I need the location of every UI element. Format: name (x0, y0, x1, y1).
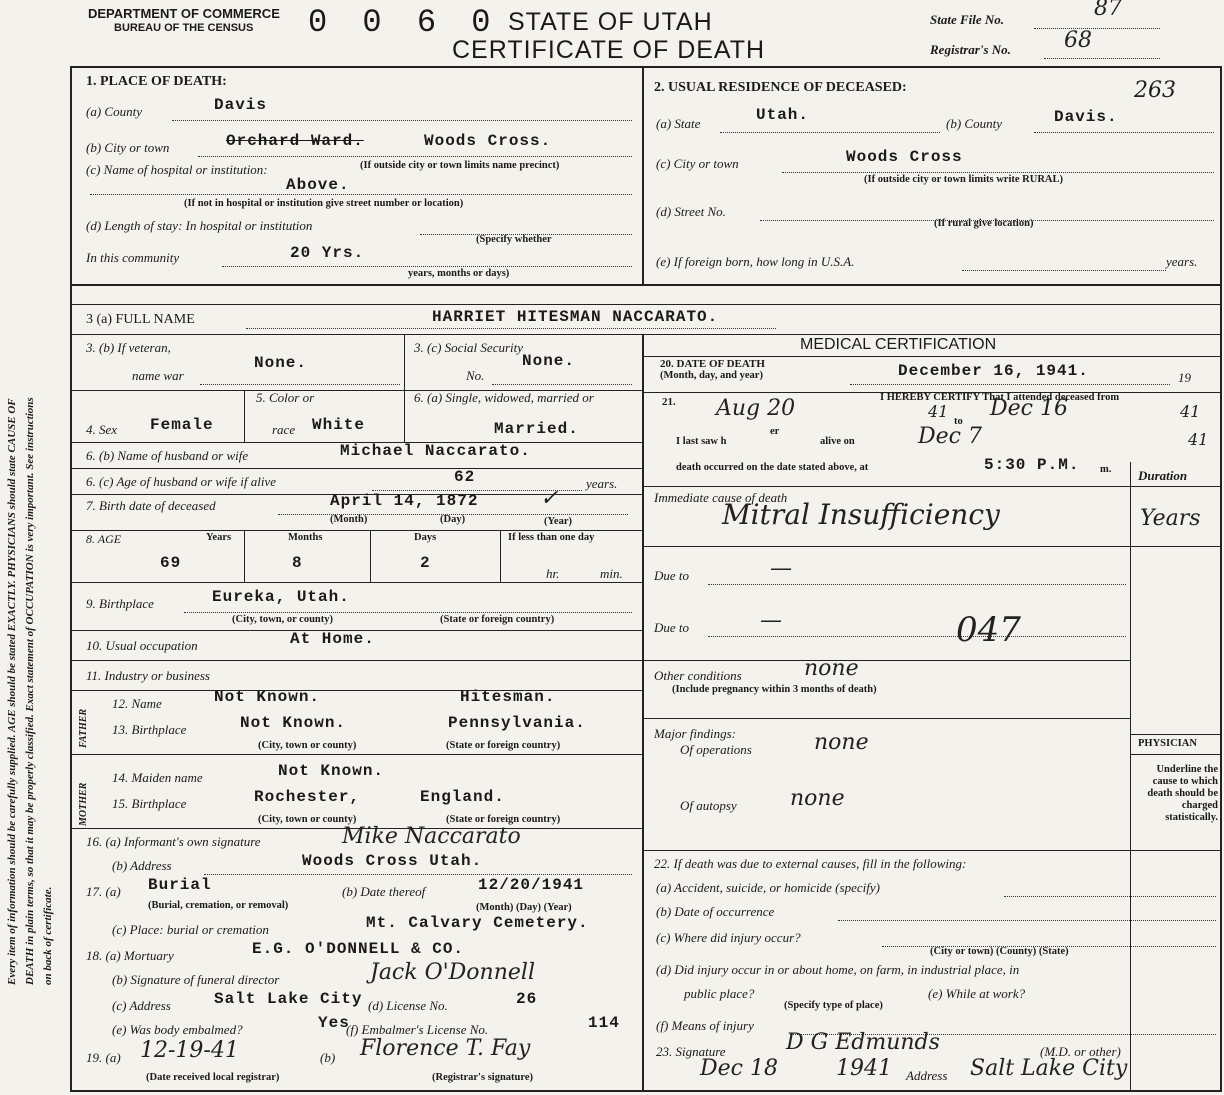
major-findings-label: Major findings: (654, 726, 736, 741)
mortuary-label: 18. (a) Mortuary (86, 948, 174, 963)
mother-city-note: (City, town or county) (258, 814, 357, 825)
registrar-signature-value: Florence T. Fay (360, 1036, 531, 1061)
county-label: (a) County (86, 104, 142, 119)
occurred-label: death occurred on the date stated above, at (676, 462, 869, 473)
serial-number: 0 0 6 0 (308, 4, 499, 41)
burial-date-label: (b) Date thereof (342, 884, 426, 899)
external-b: (b) Date of occurrence (656, 904, 775, 919)
marital-value: Married. (494, 420, 579, 438)
less-than-day-header: If less than one day (508, 532, 595, 543)
years-label: years. (1166, 254, 1198, 269)
residence-number: 263 (1134, 78, 1176, 103)
external-c: (c) Where did injury occur? (656, 930, 801, 945)
father-side-label: FATHER (78, 708, 89, 748)
to-label: to (954, 416, 963, 427)
res-city-note: (If outside city or town limits write RURAL) (864, 174, 1063, 185)
hospital-note: (If not in hospital or institution give street number or location) (184, 198, 464, 209)
immediate-cause-value: Mitral Insufficiency (722, 498, 1000, 531)
hr-label: hr. (546, 566, 560, 581)
external-d: (d) Did injury occur in or about home, on farm, in industrial place, in (656, 962, 1020, 977)
registrar-date-note: (Date received local registrar) (146, 1072, 280, 1083)
physician-signature: D G Edmunds (786, 1030, 940, 1055)
external-f: (f) Means of injury (656, 1018, 754, 1033)
occupation-label: 10. Usual occupation (86, 638, 198, 653)
year-note: (Year) (544, 516, 572, 527)
res-city-label: (c) City or town (656, 156, 739, 171)
attended-to-year: 41 (1180, 402, 1201, 421)
years-unit: years. (586, 476, 618, 491)
ss-label: 3. (c) Social Security (414, 340, 524, 355)
month-note: (Month) (330, 514, 368, 525)
war-label: name war (132, 368, 184, 383)
medical-title: MEDICAL CERTIFICATION (800, 336, 997, 353)
alive-label: alive on (820, 436, 855, 447)
burial-place-label: (c) Place: burial or cremation (112, 922, 269, 937)
years-header: Years (206, 532, 232, 543)
saw-label: I last saw h (676, 436, 727, 447)
husband-value: Michael Naccarato. (340, 442, 531, 460)
ss-value: None. (522, 352, 576, 370)
informant-address-label: (b) Address (112, 858, 172, 873)
mdy-note: (Month) (Day) (Year) (476, 902, 572, 913)
min-label: min. (600, 566, 623, 581)
ymd-note: years, months or days) (408, 268, 510, 279)
full-name-label: 3 (a) FULL NAME (86, 312, 195, 327)
dod-label: 20. DATE OF DEATH (660, 358, 765, 370)
state-country-note: (State or foreign country) (440, 614, 555, 625)
mother-state-note: (State or foreign country) (446, 814, 561, 825)
physician-label: PHYSICIAN (1138, 738, 1197, 749)
husband-label: 6. (b) Name of husband or wife (86, 448, 249, 463)
husband-age-label: 6. (c) Age of husband or wife if alive (86, 474, 277, 489)
res-county-label: (b) County (946, 116, 1002, 131)
margin-instruction-1: Every item of information should be carefully supplied. AGE should be stated EXACTLY. PHYSICIANS should state CAUSE OF (6, 398, 18, 985)
embalmer-license-label: (f) Embalmer's License No. (346, 1022, 489, 1037)
other-conditions-note: (Include pregnancy within 3 months of death) (672, 684, 877, 695)
due-to-2-value: — (760, 608, 782, 633)
res-state-value: Utah. (756, 106, 810, 124)
age-label: 8. AGE (86, 532, 122, 546)
other-conditions-value: none (804, 656, 859, 681)
father-name-label: 12. Name (112, 696, 162, 711)
specify-note: (Specify whether (476, 234, 552, 245)
embalmed-label: (e) Was body embalmed? (112, 1022, 243, 1037)
attended-from: Aug 20 (716, 396, 796, 421)
external-d2: public place? (684, 986, 755, 1001)
place-of-death-label: 1. PLACE OF DEATH: (86, 74, 227, 89)
certify-text: I HEREBY CERTIFY That I attended deceased from (880, 392, 1120, 403)
county-value: Davis (214, 96, 268, 114)
street-label: (d) Street No. (656, 204, 726, 219)
burial-date-value: 12/20/1941 (478, 876, 585, 894)
registrar-date-value: 12-19-41 (140, 1038, 239, 1063)
coding-scrawl: 047 (956, 610, 1021, 650)
veteran-label: 3. (b) If veteran, (86, 340, 171, 355)
external-d2-note: (Specify type of place) (784, 1000, 883, 1011)
signature-year: 1941 (836, 1056, 892, 1081)
license-label: (d) License No. (368, 998, 448, 1013)
autopsy-value: none (790, 786, 845, 811)
informant-signature-value: Mike Naccarato (342, 824, 521, 849)
operations-value: none (814, 730, 869, 755)
embalmer-license-value: 114 (588, 1014, 620, 1032)
birthplace-label: 9. Birthplace (86, 596, 154, 611)
race-value: White (312, 416, 366, 434)
mother-birthplace-label: 15. Birthplace (112, 796, 187, 811)
saw-sup: er (770, 426, 780, 437)
city-label: (b) City or town (86, 140, 170, 155)
embalmed-value: Yes (318, 1014, 350, 1032)
margin-instruction-3: on back of certificate. (42, 886, 54, 985)
street-note: (If rural give location) (934, 218, 1034, 229)
mortuary-address-value: Salt Lake City (214, 990, 363, 1008)
informant-address-value: Woods Cross Utah. (302, 852, 483, 870)
age-years-value: 69 (160, 554, 182, 572)
res-county-value: Davis. (1054, 108, 1118, 126)
other-conditions-label: Other conditions (654, 668, 742, 683)
due-to-1-label: Due to (654, 568, 690, 583)
mother-side-label: MOTHER (78, 782, 89, 826)
signature-date: Dec 18 (700, 1056, 778, 1081)
registrar-label: Registrar's No. (930, 42, 1011, 57)
registrar-date-label: 19. (a) (86, 1050, 121, 1065)
birthplace-value: Eureka, Utah. (212, 588, 350, 606)
informant-signature-label: 16. (a) Informant's own signature (86, 834, 261, 849)
mortuary-value: E.G. O'DONNELL & CO. (252, 940, 465, 958)
father-state-note: (State or foreign country) (446, 740, 561, 751)
day-note: (Day) (440, 514, 466, 525)
funeral-director-label: (b) Signature of funeral director (112, 972, 280, 987)
burial-note: (Burial, cremation, or removal) (148, 900, 289, 911)
certificate-title: CERTIFICATE OF DEATH (452, 36, 766, 64)
signature-23-label: 23. Signature (656, 1044, 726, 1059)
immediate-cause-label: Immediate cause of death (654, 490, 788, 505)
father-birthplace-value-2: Pennsylvania. (448, 714, 586, 732)
res-city-value: Woods Cross (846, 148, 963, 166)
days-header: Days (414, 532, 437, 543)
occupation-value: At Home. (290, 630, 375, 648)
signature-address-value: Salt Lake City (970, 1056, 1128, 1081)
father-birthplace-value-1: Not Known. (240, 714, 347, 732)
age-months-value: 8 (292, 554, 303, 572)
months-header: Months (288, 532, 323, 543)
external-a: (a) Accident, suicide, or homicide (specify) (656, 880, 880, 895)
city-struck-value: Orchard Ward. (226, 132, 364, 150)
ss-no-label: No. (466, 368, 485, 383)
mother-birthplace-value-1: Rochester, (254, 788, 361, 806)
item-21: 21. (662, 396, 676, 408)
duration-label: Duration (1138, 468, 1188, 483)
color-label: 5. Color or (256, 390, 315, 405)
state-file-value: 87 (1094, 0, 1122, 21)
community-value: 20 Yrs. (290, 244, 365, 262)
signature-address-label: Address (906, 1068, 948, 1083)
mother-birthplace-value-2: England. (420, 788, 505, 806)
husband-age-value: 62 (454, 468, 476, 486)
burial-label: 17. (a) (86, 884, 121, 899)
md-label: (M.D. or other) (1040, 1044, 1121, 1059)
father-city-note: (City, town or county) (258, 740, 357, 751)
stay-label: (d) Length of stay: In hospital or institution (86, 218, 313, 233)
industry-label: 11. Industry or business (86, 668, 210, 683)
due-to-1-value: — (770, 556, 792, 581)
mother-name-value: Not Known. (278, 762, 385, 780)
dod-value: December 16, 1941. (898, 362, 1089, 380)
margin-instruction-2: DEATH in plain terms, so that it may be properly classified. Exact statement of OCCUPATION is very important. See instructions (24, 397, 36, 985)
external-e: (e) While at work? (928, 986, 1026, 1001)
dod-19: 19 (1178, 370, 1191, 385)
hospital-label: (c) Name of hospital or institution: (86, 162, 268, 177)
res-state-label: (a) State (656, 116, 701, 131)
funeral-director-value: Jack O'Donnell (370, 960, 535, 985)
sex-value: Female (150, 416, 214, 434)
full-name-value: HARRIET HITESMAN NACCARATO. (432, 308, 719, 326)
license-value: 26 (516, 990, 538, 1008)
external-causes-label: 22. If death was due to external causes, fill in the following: (654, 856, 967, 871)
operations-label: Of operations (680, 742, 752, 757)
attended-from-year: 41 (928, 402, 949, 421)
mortuary-address-label: (c) Address (112, 998, 171, 1013)
m-label: m. (1100, 464, 1112, 475)
attended-to: Dec 16 (990, 396, 1068, 421)
birth-value: April 14, 1872 (330, 492, 479, 510)
father-name-value-2: Hitesman. (460, 688, 556, 706)
bureau-label: BUREAU OF THE CENSUS (114, 22, 254, 34)
due-to-2-label: Due to (654, 620, 690, 635)
department-label: DEPARTMENT OF COMMERCE (88, 6, 280, 21)
race-label: race (272, 422, 296, 437)
sex-label: 4. Sex (86, 422, 118, 437)
marital-label: 6. (a) Single, widowed, married or (414, 390, 594, 405)
veteran-value: None. (254, 354, 308, 372)
time-of-death: 5:30 P.M. (984, 456, 1080, 474)
mother-name-label: 14. Maiden name (112, 770, 203, 785)
residence-label: 2. USUAL RESIDENCE OF DECEASED: (654, 80, 907, 95)
hospital-value: Above. (286, 176, 350, 194)
duration-value: Years (1140, 506, 1201, 531)
burial-place-value: Mt. Calvary Cemetery. (366, 914, 589, 932)
city-value: Woods Cross. (424, 132, 552, 150)
underline-note: Underline the cause to which death should be charged statistically. (1147, 764, 1218, 823)
city-note: (If outside city or town limits name precinct) (360, 160, 560, 171)
autopsy-label: Of autopsy (680, 798, 737, 813)
age-days-value: 2 (420, 554, 431, 572)
alive-on-value: Dec 7 (918, 424, 982, 449)
community-label: In this community (86, 250, 180, 265)
burial-value: Burial (148, 876, 212, 894)
external-c-note: (City or town) (County) (State) (930, 946, 1069, 957)
alive-year: 41 (1188, 430, 1209, 449)
dod-note: (Month, day, and year) (660, 370, 763, 381)
birth-label: 7. Birth date of deceased (86, 498, 216, 513)
registrar-b-label: (b) (320, 1050, 336, 1065)
registrar-sig-note: (Registrar's signature) (432, 1072, 533, 1083)
city-county-note: (City, town, or county) (232, 614, 334, 625)
foreign-label: (e) If foreign born, how long in U.S.A. (656, 254, 855, 269)
father-name-value-1: Not Known. (214, 688, 321, 706)
birth-check-mark: ✓ (540, 486, 559, 511)
state-title: STATE OF UTAH (508, 8, 713, 36)
father-birthplace-label: 13. Birthplace (112, 722, 187, 737)
state-file-label: State File No. (930, 12, 1005, 27)
registrar-value: 68 (1064, 28, 1092, 53)
